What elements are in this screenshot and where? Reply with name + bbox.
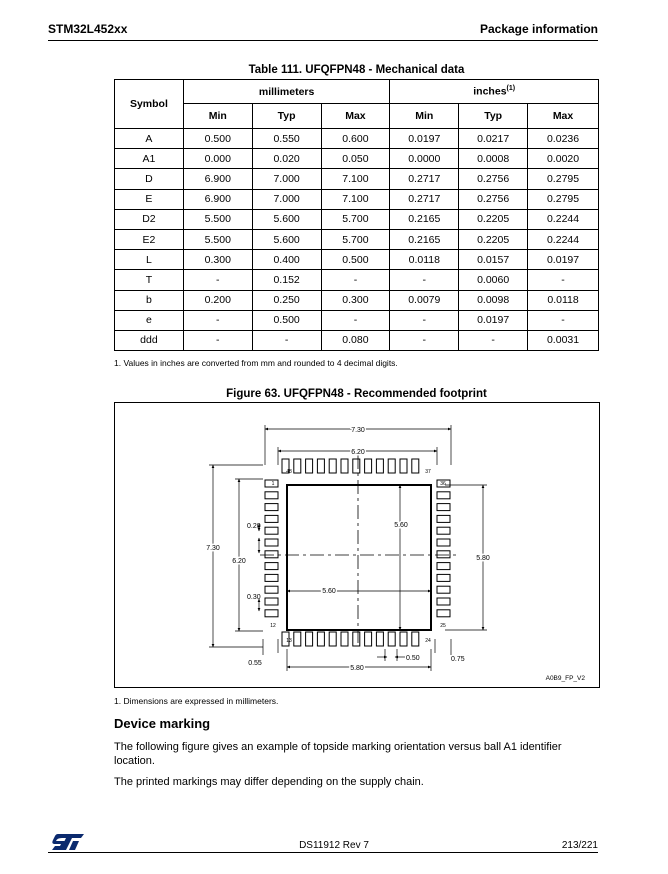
pad-right xyxy=(437,574,450,581)
value-cell: 0.080 xyxy=(321,330,390,350)
table-row xyxy=(115,129,599,149)
value-cell: - xyxy=(528,310,599,330)
value-cell: 5.700 xyxy=(321,229,390,249)
symbol-cell: b xyxy=(115,290,184,310)
value-cell: 0.600 xyxy=(321,129,390,149)
symbol-cell: T xyxy=(115,270,184,290)
pad-top xyxy=(365,459,372,473)
value-cell: 0.2756 xyxy=(459,169,528,189)
table-row xyxy=(115,149,599,169)
pad-bottom xyxy=(329,632,336,646)
symbol-cell: A1 xyxy=(115,149,184,169)
pad-left xyxy=(265,574,278,581)
symbol-cell: L xyxy=(115,250,184,270)
section-paragraph-1: The following figure gives an example of topside marking orientation versus ball A1 identifier location. xyxy=(114,741,562,767)
value-cell: 6.900 xyxy=(183,169,252,189)
value-cell: - xyxy=(183,310,252,330)
value-cell: 0.2795 xyxy=(528,169,599,189)
pad-top xyxy=(400,459,407,473)
pad-right xyxy=(437,492,450,499)
pin-12-label: 12 xyxy=(270,623,276,629)
pin-25-label: 25 xyxy=(440,623,446,629)
value-cell: 0.2165 xyxy=(390,209,459,229)
pad-bottom xyxy=(365,632,372,646)
symbol-cell: E2 xyxy=(115,229,184,249)
value-cell: 0.0079 xyxy=(390,290,459,310)
section-paragraph-2: The printed markings may differ depending on the supply chain. xyxy=(114,776,424,788)
header-section: Package information xyxy=(479,22,598,36)
dim-epad-h: 5.60 xyxy=(322,588,336,595)
value-cell: - xyxy=(183,330,252,350)
value-cell: 0.550 xyxy=(252,129,321,149)
value-cell: 5.600 xyxy=(252,229,321,249)
symbol-cell: A xyxy=(115,129,184,149)
dim-inner-width: 6.20 xyxy=(351,449,365,456)
symbol-cell: E xyxy=(115,189,184,209)
value-cell: - xyxy=(321,310,390,330)
value-cell: - xyxy=(390,310,459,330)
pad-top xyxy=(294,459,301,473)
value-cell: 0.0098 xyxy=(459,290,528,310)
pad-bottom xyxy=(400,632,407,646)
table-row xyxy=(115,189,599,209)
section-title: Device marking xyxy=(114,716,211,731)
col-header-5: Max xyxy=(528,104,599,129)
pad-right xyxy=(437,504,450,511)
value-cell: 0.400 xyxy=(252,250,321,270)
symbol-cell: D xyxy=(115,169,184,189)
pad-right xyxy=(437,551,450,558)
pad-bottom xyxy=(317,632,324,646)
pad-left xyxy=(265,504,278,511)
table-row xyxy=(115,330,599,350)
pin-48-label: 48 xyxy=(286,469,292,475)
value-cell: 0.2717 xyxy=(390,169,459,189)
pad-top xyxy=(353,459,360,473)
pin-1-label: 1 xyxy=(271,481,275,487)
dim-right: 5.80 xyxy=(476,555,490,562)
table-row xyxy=(115,250,599,270)
value-cell: 6.900 xyxy=(183,189,252,209)
pad-left xyxy=(265,539,278,546)
value-cell: - xyxy=(528,270,599,290)
value-cell: 5.700 xyxy=(321,209,390,229)
value-cell: 0.152 xyxy=(252,270,321,290)
value-cell: 0.0157 xyxy=(459,250,528,270)
col-header-2: Max xyxy=(321,104,390,129)
value-cell: 5.600 xyxy=(252,209,321,229)
dim-outer-height: 7.30 xyxy=(206,545,220,552)
pin-24-label: 24 xyxy=(425,638,431,644)
value-cell: 0.2244 xyxy=(528,209,599,229)
value-cell: 0.2756 xyxy=(459,189,528,209)
table-row xyxy=(115,229,599,249)
value-cell: 0.2244 xyxy=(528,229,599,249)
table-row xyxy=(115,270,599,290)
value-cell: - xyxy=(390,330,459,350)
value-cell: 0.0020 xyxy=(528,149,599,169)
pad-top xyxy=(317,459,324,473)
pad-bottom xyxy=(341,632,348,646)
value-cell: - xyxy=(459,330,528,350)
footprint-figure xyxy=(114,402,600,688)
value-cell: 0.500 xyxy=(252,310,321,330)
col-header-1: Typ xyxy=(252,104,321,129)
header-product: STM32L452xx xyxy=(48,22,128,36)
figure-title: Figure 63. UFQFPN48 - Recommended footprint xyxy=(226,388,487,400)
exposed-pad xyxy=(287,485,431,630)
value-cell: - xyxy=(321,270,390,290)
value-cell: 0.0008 xyxy=(459,149,528,169)
pad-left xyxy=(265,598,278,605)
table-row xyxy=(115,310,599,330)
pin-13-label: 13 xyxy=(286,638,292,644)
dim-epad-v: 5.60 xyxy=(394,522,408,529)
pad-left xyxy=(265,563,278,570)
value-cell: - xyxy=(183,270,252,290)
table-row xyxy=(115,169,599,189)
value-cell: 7.100 xyxy=(321,189,390,209)
dim-inner-height: 6.20 xyxy=(232,558,246,565)
dim-outer-width: 7.30 xyxy=(351,427,365,434)
table-row xyxy=(115,209,599,229)
pad-right xyxy=(437,539,450,546)
figure-ref: A0B9_FP_V2 xyxy=(545,675,585,682)
value-cell: 0.020 xyxy=(252,149,321,169)
table-row xyxy=(115,290,599,310)
pad-bottom xyxy=(294,632,301,646)
value-cell: 0.2205 xyxy=(459,229,528,249)
symbol-header: Symbol xyxy=(115,80,184,129)
pad-top xyxy=(412,459,419,473)
value-cell: 5.500 xyxy=(183,229,252,249)
mechanical-data-table xyxy=(114,79,599,351)
pad-bottom xyxy=(306,632,313,646)
dim-corner-clear: 0.55 xyxy=(248,660,262,667)
col-header-4: Typ xyxy=(459,104,528,129)
pad-right xyxy=(437,563,450,570)
value-cell: 0.300 xyxy=(183,250,252,270)
figure-footnote: 1. Dimensions are expressed in millimeters. xyxy=(114,696,279,706)
header-rule xyxy=(48,40,598,41)
pad-right xyxy=(437,610,450,617)
value-cell: 0.0118 xyxy=(528,290,599,310)
footprint-drawing xyxy=(115,403,599,687)
pad-top xyxy=(388,459,395,473)
value-cell: 0.0118 xyxy=(390,250,459,270)
pad-right xyxy=(437,586,450,593)
value-cell: 0.0031 xyxy=(528,330,599,350)
footer-doc-id: DS11912 Rev 7 xyxy=(299,840,369,851)
value-cell: 0.2165 xyxy=(390,229,459,249)
symbol-cell: D2 xyxy=(115,209,184,229)
value-cell: 0.0197 xyxy=(390,129,459,149)
value-cell: 0.0000 xyxy=(390,149,459,169)
dim-bottom: 5.80 xyxy=(350,665,364,672)
value-cell: 7.100 xyxy=(321,169,390,189)
value-cell: 5.500 xyxy=(183,209,252,229)
pad-right xyxy=(437,527,450,534)
value-cell: 0.500 xyxy=(321,250,390,270)
pad-bottom xyxy=(376,632,383,646)
symbol-cell: e xyxy=(115,310,184,330)
value-cell: 0.0060 xyxy=(459,270,528,290)
pad-top xyxy=(329,459,336,473)
pad-left xyxy=(265,527,278,534)
value-cell: 0.0197 xyxy=(459,310,528,330)
dim-pad-width: 0.30 xyxy=(247,594,261,601)
pin-37-label: 37 xyxy=(425,469,431,475)
col-header-0: Min xyxy=(183,104,252,129)
dim-pin-pitch: 0.50 xyxy=(406,655,420,662)
value-cell: 0.2717 xyxy=(390,189,459,209)
value-cell: 0.250 xyxy=(252,290,321,310)
value-cell: 0.0217 xyxy=(459,129,528,149)
pad-top xyxy=(376,459,383,473)
value-cell: 0.0197 xyxy=(528,250,599,270)
col-header-3: Min xyxy=(390,104,459,129)
value-cell: 0.0236 xyxy=(528,129,599,149)
value-cell: 0.000 xyxy=(183,149,252,169)
value-cell: 0.200 xyxy=(183,290,252,310)
value-cell: - xyxy=(390,270,459,290)
pad-left xyxy=(265,515,278,522)
pin-36-label: 36 xyxy=(440,481,446,487)
pad-top xyxy=(341,459,348,473)
mm-group-header: millimeters xyxy=(183,80,389,104)
value-cell: 0.500 xyxy=(183,129,252,149)
footer-rule xyxy=(48,852,598,853)
value-cell: 0.2795 xyxy=(528,189,599,209)
pad-left xyxy=(265,492,278,499)
pad-bottom xyxy=(388,632,395,646)
pad-top xyxy=(306,459,313,473)
value-cell: 7.000 xyxy=(252,189,321,209)
dim-pin-length: 0.75 xyxy=(451,656,465,663)
pad-left xyxy=(265,610,278,617)
pad-bottom xyxy=(412,632,419,646)
symbol-cell: ddd xyxy=(115,330,184,350)
table-title: Table 111. UFQFPN48 - Mechanical data xyxy=(248,64,465,76)
pad-right xyxy=(437,515,450,522)
value-cell: - xyxy=(252,330,321,350)
pad-right xyxy=(437,598,450,605)
value-cell: 7.000 xyxy=(252,169,321,189)
dim-pad-pitch: 0.20 xyxy=(247,523,261,530)
table-footnote: 1. Values in inches are converted from mm and rounded to 4 decimal digits. xyxy=(114,358,398,368)
pad-left xyxy=(265,586,278,593)
pad-left xyxy=(265,551,278,558)
inch-group-header: inches$^{(1)}$ xyxy=(390,80,599,104)
value-cell: 0.2205 xyxy=(459,209,528,229)
pad-bottom xyxy=(353,632,360,646)
value-cell: 0.050 xyxy=(321,149,390,169)
value-cell: 0.300 xyxy=(321,290,390,310)
footer-page-number: 213/221 xyxy=(561,840,598,851)
